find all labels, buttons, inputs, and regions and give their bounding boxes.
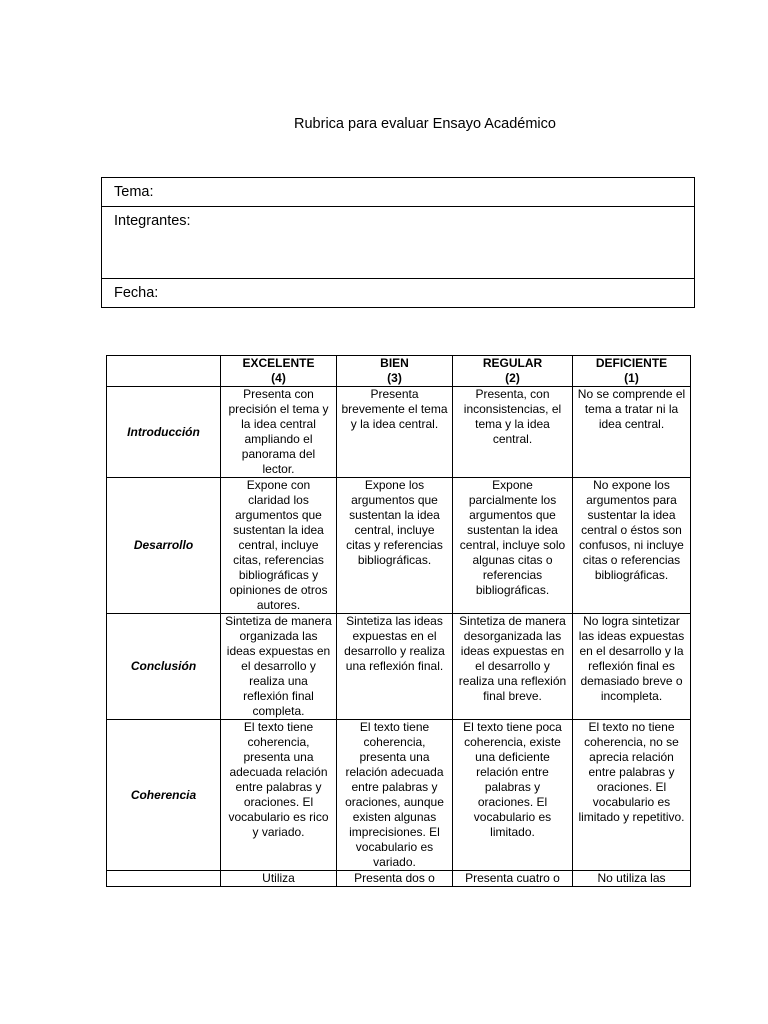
header-regular bbox=[453, 356, 573, 387]
header-name: REGULAR bbox=[482, 356, 543, 370]
header-excelente bbox=[221, 356, 337, 387]
info-table bbox=[101, 177, 695, 308]
fecha-field: Fecha: bbox=[102, 279, 695, 308]
rubric-cell: Presenta cuatro o bbox=[453, 871, 573, 887]
header-deficiente bbox=[573, 356, 691, 387]
criterion-label: Introducción bbox=[107, 387, 221, 478]
rubric-header-row bbox=[107, 356, 691, 387]
criterion-label: Desarrollo bbox=[107, 478, 221, 614]
rubric-cell: Expone los argumentos que sustentan la idea central, incluye citas y referencias bibliográficas. bbox=[337, 478, 453, 614]
info-row-fecha bbox=[102, 279, 695, 308]
rubric-table bbox=[106, 355, 691, 887]
rubric-cell: Presenta, con inconsistencias, el tema y la idea central. bbox=[453, 387, 573, 478]
header-score: (1) bbox=[624, 371, 639, 385]
rubric-cell: El texto tiene poca coherencia, existe una deficiente relación entre palabras y oraciones. El vocabulario es limitado. bbox=[453, 720, 573, 871]
info-row-tema bbox=[102, 178, 695, 207]
rubric-cell: Expone con claridad los argumentos que sustentan la idea central, incluye citas, referencias bibliográficas y opiniones de otros autores. bbox=[221, 478, 337, 614]
rubric-cell: Sintetiza de manera organizada las ideas expuestas en el desarrollo y realiza una reflexión final completa. bbox=[221, 614, 337, 720]
rubric-cell: Presenta dos o bbox=[337, 871, 453, 887]
rubric-cell: El texto no tiene coherencia, no se aprecia relación entre palabras y oraciones. El vocabulario es limitado y repetitivo. bbox=[573, 720, 691, 871]
rubric-cell: Sintetiza las ideas expuestas en el desarrollo y realiza una reflexión final. bbox=[337, 614, 453, 720]
header-name: EXCELENTE bbox=[242, 356, 315, 370]
criterion-label: Coherencia bbox=[107, 720, 221, 871]
header-bien bbox=[337, 356, 453, 387]
rubric-cell: Utiliza bbox=[221, 871, 337, 887]
rubric-cell: Expone parcialmente los argumentos que sustentan la idea central, incluye solo algunas citas o referencias bibliográficas. bbox=[453, 478, 573, 614]
rubric-row-partial bbox=[107, 871, 691, 887]
rubric-cell: No se comprende el tema a tratar ni la idea central. bbox=[573, 387, 691, 478]
rubric-cell: No logra sintetizar las ideas expuestas en el desarrollo y la reflexión final es demasiado breve o incompleta. bbox=[573, 614, 691, 720]
rubric-cell: No expone los argumentos para sustentar la idea central o éstos son confusos, ni incluye citas o referencias bibliográficas. bbox=[573, 478, 691, 614]
criterion-label: Conclusión bbox=[107, 614, 221, 720]
rubric-cell: Presenta brevemente el tema y la idea central. bbox=[337, 387, 453, 478]
integrantes-field: Integrantes: bbox=[102, 207, 695, 279]
header-name: DEFICIENTE bbox=[595, 356, 668, 370]
header-score: (2) bbox=[505, 371, 520, 385]
rubric-row-coherencia bbox=[107, 720, 691, 871]
rubric-cell: El texto tiene coherencia, presenta una adecuada relación entre palabras y oraciones. El vocabulario es rico y variado. bbox=[221, 720, 337, 871]
criterion-label bbox=[107, 871, 221, 887]
document-title: Rubrica para evaluar Ensayo Académico bbox=[294, 116, 556, 132]
rubric-row-conclusion bbox=[107, 614, 691, 720]
rubric-cell: Sintetiza de manera desorganizada las ideas expuestas en el desarrollo y realiza una reflexión final breve. bbox=[453, 614, 573, 720]
header-score: (4) bbox=[271, 371, 286, 385]
rubric-cell: El texto tiene coherencia, presenta una relación adecuada entre palabras y oraciones, aunque existen algunas imprecisiones. El vocabulario es variado. bbox=[337, 720, 453, 871]
tema-field: Tema: bbox=[102, 178, 695, 207]
rubric-row-introduccion bbox=[107, 387, 691, 478]
rubric-row-desarrollo bbox=[107, 478, 691, 614]
rubric-cell: Presenta con precisión el tema y la idea central ampliando el panorama del lector. bbox=[221, 387, 337, 478]
rubric-cell: No utiliza las bbox=[573, 871, 691, 887]
header-name: BIEN bbox=[380, 356, 409, 370]
header-empty-cell bbox=[107, 356, 221, 387]
header-score: (3) bbox=[387, 371, 402, 385]
info-row-integrantes bbox=[102, 207, 695, 279]
